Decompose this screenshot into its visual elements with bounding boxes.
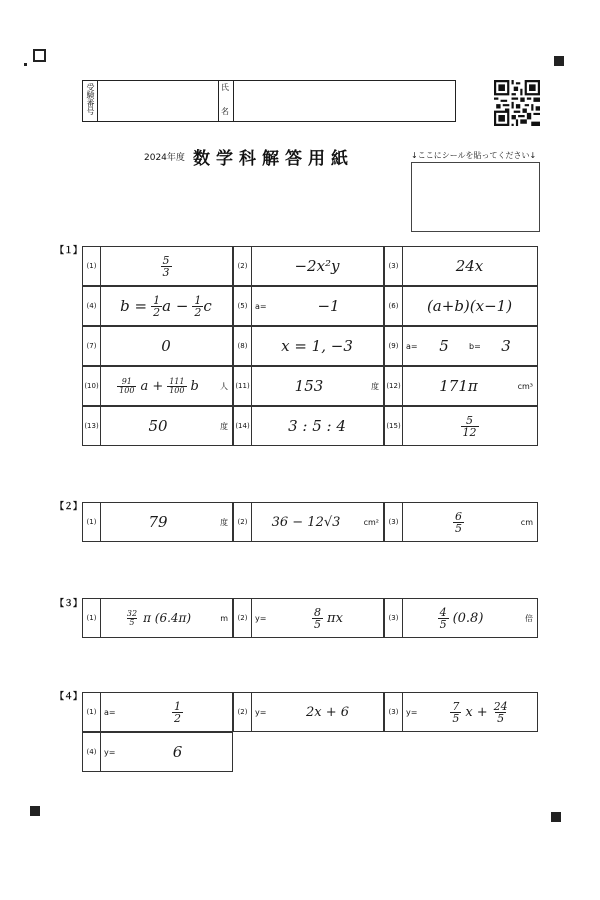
q4-3-num: (3): [385, 693, 403, 731]
q4-1-frac-num: 1: [174, 699, 181, 713]
q1-4-f2-num: 1: [194, 293, 202, 307]
q4-3-f1-num: 7: [452, 699, 460, 713]
q3-2-num: (2): [234, 599, 252, 637]
q4-3-f2-den: 5: [497, 711, 505, 725]
q1-10-unit: 人: [220, 381, 228, 391]
section-1-label: 【１】: [55, 246, 83, 256]
q4-3-mid: x +: [465, 704, 488, 720]
q1-4-f1-num: 1: [153, 293, 161, 307]
q1-7-cell[interactable]: [82, 326, 233, 366]
q3-3-unit: 倍: [525, 613, 533, 623]
q1-1-frac-den: 3: [162, 265, 170, 279]
q1-2-cell[interactable]: [233, 246, 384, 286]
q1-11-cell[interactable]: [233, 366, 384, 406]
section-3-label: 【３】: [55, 599, 83, 609]
name-label-1: 氏: [221, 83, 229, 92]
name-label-divider-left: [218, 80, 219, 122]
q1-10-f2-num: 111: [169, 376, 185, 386]
q1-4-tail: c: [203, 297, 212, 315]
q1-4-b-eq: b =: [120, 297, 148, 315]
q1-4-f2-den: 2: [194, 305, 202, 319]
name-label-divider-right: [233, 80, 234, 122]
q1-12-answer: 171π: [439, 377, 478, 395]
q1-9-num: (9): [385, 327, 403, 365]
q1-9-b-value: 3: [501, 337, 511, 355]
q1-10-f2-den: 100: [169, 385, 185, 395]
q3-1-unit: m: [220, 613, 228, 623]
q1-1-num: (1): [83, 247, 101, 285]
q1-8-cell[interactable]: [233, 326, 384, 366]
q1-1-cell[interactable]: [82, 246, 233, 286]
q4-4-num: (4): [83, 733, 101, 771]
registration-mark-top-right: [554, 56, 564, 66]
q4-1-cell[interactable]: [82, 692, 233, 732]
registration-mark-top-left: [33, 49, 46, 62]
q2-2-unit: cm²: [363, 517, 379, 527]
q1-10-num: (10): [83, 367, 101, 405]
q2-3-cell[interactable]: [384, 502, 538, 542]
q1-12-unit: cm³: [517, 381, 533, 391]
q4-1-prefix: a=: [104, 707, 116, 717]
name-field[interactable]: [235, 81, 453, 120]
q1-11-num: (11): [234, 367, 252, 405]
q1-5-num: (5): [234, 287, 252, 325]
q1-5-answer: −1: [317, 297, 340, 315]
q1-9-a-value: 5: [439, 337, 449, 355]
q3-1-frac-den: 5: [129, 617, 135, 627]
q1-8-answer: x = 1, −3: [281, 337, 353, 355]
q1-2-num: (2): [234, 247, 252, 285]
q2-2-num: (2): [234, 503, 252, 541]
q1-11-answer: 153: [294, 377, 324, 395]
q1-5-prefix: a=: [255, 301, 267, 311]
q1-6-num: (6): [385, 287, 403, 325]
school-year: 2024年度: [144, 153, 185, 163]
q4-2-cell[interactable]: [233, 692, 384, 732]
q4-3-f1-den: 5: [452, 711, 460, 725]
exam-number-label-divider: [97, 80, 98, 122]
q1-10-answer: [100, 367, 216, 405]
q2-1-unit: 度: [220, 517, 228, 527]
q1-15-cell[interactable]: [384, 406, 538, 446]
q1-10-f1-den: 100: [119, 385, 135, 395]
q1-4-cell[interactable]: [82, 286, 233, 326]
q2-3-unit: cm: [520, 517, 533, 527]
q3-2-frac-num: 8: [314, 605, 322, 619]
q1-6-cell[interactable]: [384, 286, 538, 326]
q2-3-frac-den: 5: [455, 521, 462, 535]
qr-code-icon: [494, 80, 540, 126]
q1-12-cell[interactable]: [384, 366, 538, 406]
q3-3-num: (3): [385, 599, 403, 637]
q3-3-tail: (0.8): [452, 610, 484, 626]
q1-15-answer: [402, 407, 537, 445]
q3-2-tail: πx: [327, 610, 343, 626]
q3-3-answer: [402, 599, 519, 637]
q2-3-answer: [402, 503, 515, 541]
q4-4-prefix: y=: [104, 747, 116, 757]
q1-3-answer: 24x: [455, 257, 484, 275]
q3-1-cell[interactable]: [82, 598, 233, 638]
q2-1-num: (1): [83, 503, 101, 541]
q1-9-cell[interactable]: [384, 326, 538, 366]
q3-3-frac-num: 4: [439, 605, 447, 619]
q1-5-cell[interactable]: [233, 286, 384, 326]
registration-dot-top-left: [24, 63, 27, 66]
q1-8-num: (8): [234, 327, 252, 365]
registration-mark-bottom-right: [551, 812, 561, 822]
q1-3-cell[interactable]: [384, 246, 538, 286]
q1-7-num: (7): [83, 327, 101, 365]
q1-13-unit: 度: [220, 421, 228, 431]
q1-7-answer: 0: [161, 337, 171, 355]
q4-2-answer: 2x + 6: [305, 704, 350, 720]
q4-3-answer: [423, 693, 537, 731]
q4-1-frac-den: 2: [174, 711, 181, 725]
q1-2-answer: −2x²y: [294, 257, 340, 275]
q4-4-cell[interactable]: [82, 732, 233, 772]
q2-1-cell[interactable]: [82, 502, 233, 542]
name-label-2: 名: [221, 107, 229, 116]
q1-6-answer: (a+b)(x−1): [426, 297, 513, 315]
q3-1-frac-num: 32: [126, 608, 138, 618]
q3-2-prefix: y=: [255, 613, 267, 623]
q4-2-prefix: y=: [255, 707, 267, 717]
q1-14-cell[interactable]: [233, 406, 384, 446]
q1-4-num: (4): [83, 287, 101, 325]
q2-1-answer: 79: [148, 513, 168, 531]
section-4-label: 【４】: [55, 692, 83, 702]
q4-4-answer: 6: [172, 743, 183, 761]
q4-3-prefix: y=: [406, 707, 418, 717]
exam-number-label: 受験番号: [86, 83, 95, 115]
q2-2-cell[interactable]: [233, 502, 384, 542]
q1-9-prefix-a: a=: [406, 341, 418, 351]
q1-14-num: (14): [234, 407, 252, 445]
q2-2-answer: 36 − 12√3: [271, 514, 341, 530]
q3-3-cell[interactable]: [384, 598, 538, 638]
q1-1-frac-num: 5: [162, 253, 170, 267]
section-2-label: 【２】: [55, 502, 83, 512]
q3-1-tail: π (6.4π): [143, 611, 192, 625]
q1-4-f1-den: 2: [153, 305, 161, 319]
q1-13-num: (13): [83, 407, 101, 445]
q3-1-answer: [100, 599, 216, 637]
q1-4-mid: a −: [162, 297, 189, 315]
q1-3-num: (3): [385, 247, 403, 285]
q1-4-answer: [100, 287, 232, 325]
q3-2-answer: [272, 599, 383, 637]
q1-13-cell[interactable]: [82, 406, 233, 446]
q1-10-f1-num: 91: [121, 376, 132, 386]
q3-3-frac-den: 5: [439, 617, 447, 631]
q4-1-answer: [123, 693, 232, 731]
q1-12-num: (12): [385, 367, 403, 405]
q1-10-mid: a +: [140, 378, 164, 394]
q3-2-frac-den: 5: [314, 617, 322, 631]
q4-3-f2-num: 24: [493, 699, 508, 713]
page-title: 数学科解答用紙: [193, 149, 354, 169]
q4-2-num: (2): [234, 693, 252, 731]
q4-1-num: (1): [83, 693, 101, 731]
q3-1-num: (1): [83, 599, 101, 637]
q1-9-prefix-b: b=: [469, 341, 481, 351]
q1-15-frac-den: 12: [462, 425, 477, 439]
q1-10-cell[interactable]: [82, 366, 233, 406]
q1-14-answer: 3 : 5 : 4: [288, 417, 346, 435]
q2-3-num: (3): [385, 503, 403, 541]
q1-11-unit: 度: [371, 381, 379, 391]
q1-13-answer: 50: [148, 417, 168, 435]
q1-1-answer: [100, 247, 232, 285]
registration-mark-bottom-left: [30, 806, 40, 816]
q1-10-tail: b: [190, 378, 199, 394]
q1-15-num: (15): [385, 407, 403, 445]
exam-number-field[interactable]: [99, 81, 217, 120]
q1-15-frac-num: 5: [466, 413, 473, 427]
seal-instruction: ↓ここにシールを貼ってください↓: [411, 151, 537, 160]
q4-3-cell[interactable]: [384, 692, 538, 732]
seal-area[interactable]: [411, 162, 540, 232]
q2-3-frac-num: 6: [455, 509, 462, 523]
q3-2-cell[interactable]: [233, 598, 384, 638]
